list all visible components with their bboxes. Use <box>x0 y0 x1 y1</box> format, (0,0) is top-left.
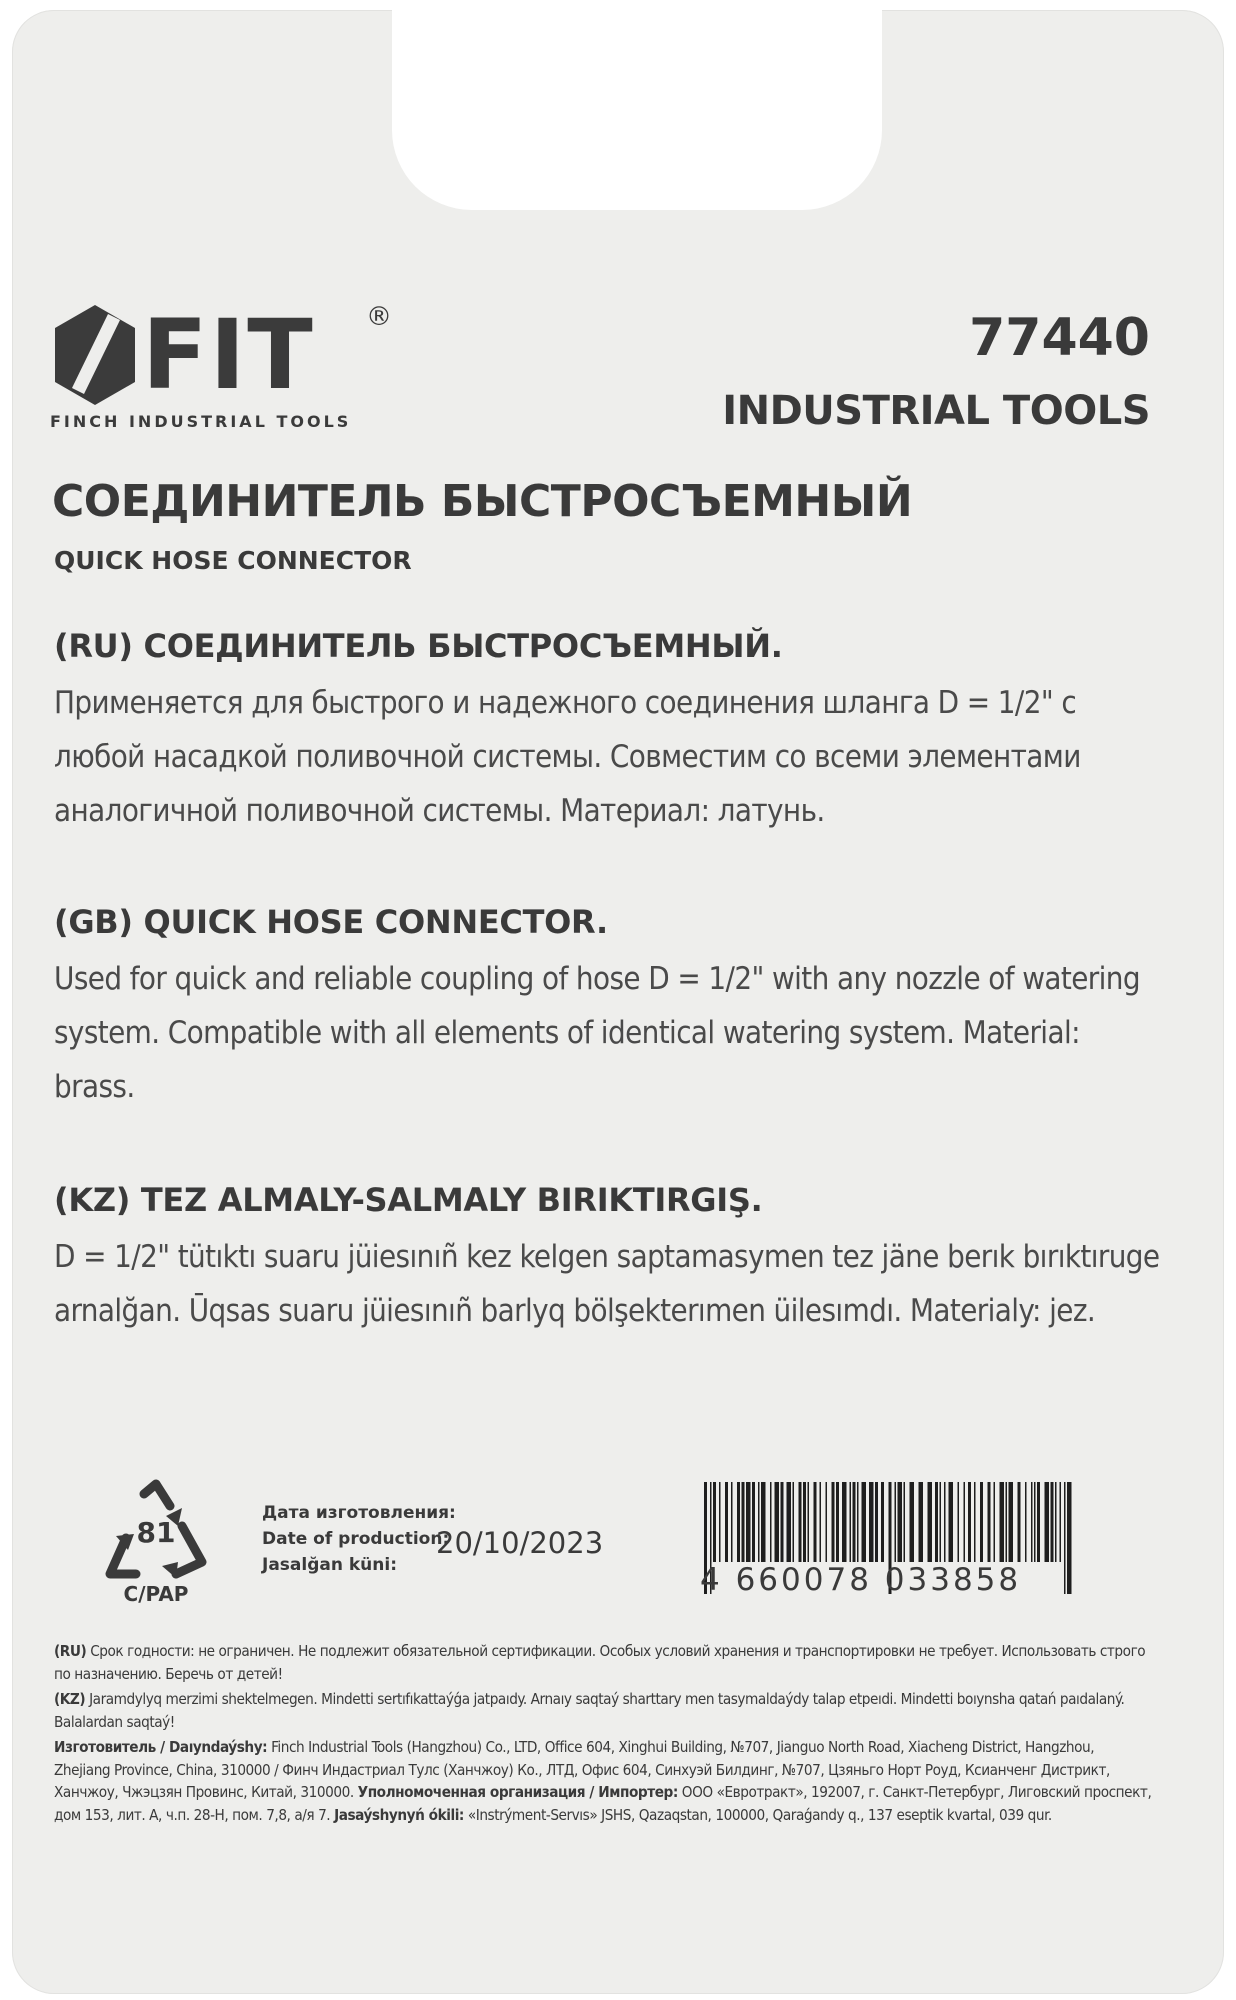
product-title-ru: СОЕДИНИТЕЛЬ БЫСТРОСЪЕМНЫЙ <box>52 476 913 527</box>
date-label-en: Date of production: <box>262 1529 450 1549</box>
logo-wordmark: FIT <box>142 299 315 411</box>
production-date: 20/10/2023 <box>436 1526 604 1560</box>
section-heading: (KZ) TEZ ALMALY-SALMALY BIRIKTIRGIŞ. <box>54 1181 763 1219</box>
date-label-kz: Jasalğan küni: <box>262 1555 398 1575</box>
importer-text: ООО «Евротракт», 192007, г. Санкт-Петербург, Лиговский проспект, дом 153, лит. А, ч.п. 28-Н, пом. 7,8, а/я 7. <box>54 1783 1152 1824</box>
manufacturer-label: Изготовитель / Daıyndaýshy: <box>54 1738 268 1756</box>
section-body: D = 1/2" tütıktı suaru jüiesınıñ kez kelgen saptamasymen tez jäne berık bırıktıruge arnalğan. Ūqsas suaru jüiesınıñ barlyq bölşekterımen üilesımdı. Materialy: jez. <box>54 1239 1160 1329</box>
section-gb <box>54 900 1164 1114</box>
fine-ru-tag: (RU) <box>54 1642 87 1660</box>
kz-importer-label: Jasaýshynyń ókili: <box>334 1805 464 1824</box>
section-heading: (RU) СОЕДИНИТЕЛЬ БЫСТРОСЪЕМНЫЙ. <box>54 627 783 665</box>
fine-kz-tag: (KZ) <box>54 1690 86 1708</box>
recycling-number: 81 <box>136 1516 176 1549</box>
recycling-code: C/PAP <box>123 1582 189 1606</box>
hang-hole <box>392 10 882 210</box>
date-label-ru: Дата изготовления: <box>262 1503 456 1523</box>
recycling-symbol <box>96 1478 216 1628</box>
registered-mark: ® <box>366 302 392 332</box>
fine-ru-text: Срок годности: не ограничен. Не подлежит обязательной сертификации. Особых условий хранения и транспортировки не требует. Использовать строго по назначению. Беречь от детей! <box>54 1642 1146 1683</box>
article-number: 77440 <box>969 308 1150 368</box>
section-body: Used for quick and reliable coupling of hose D = 1/2" with any nozzle of watering system. Compatible with all elements of identical watering system. Material: brass. <box>54 961 1140 1105</box>
fine-kz-text: Jaramdylyq merzimi shektelmegen. Mindetti sertıfıkattaýǵa jatpaıdy. Arnaıy saqtaý sharttary men tasymaldaýdy talap etpeıdi. Mindetti boıynsha qatań paıdalaný. Balalardan saqtaý! <box>54 1690 1125 1731</box>
fine-print-manufacturer <box>54 1736 1154 1826</box>
section-body: Применяется для быстрого и надежного соединения шланга D = 1/2" с любой насадкой поливочной системы. Совместим со всеми элементами аналогичной поливочной системы. Материал: латунь. <box>54 685 1081 829</box>
fine-print <box>54 1640 1154 1829</box>
hexagon-slash-icon <box>50 300 140 410</box>
category-label: INDUSTRIAL TOOLS <box>722 388 1150 434</box>
production-date-labels <box>262 1500 456 1578</box>
logo-tagline: FINCH INDUSTRIAL TOOLS <box>50 412 352 431</box>
fine-print-ru <box>54 1640 1154 1685</box>
section-ru <box>54 624 1164 838</box>
section-heading: (GB) QUICK HOSE CONNECTOR. <box>54 903 608 941</box>
fine-print-kz <box>54 1688 1154 1733</box>
barcode-digits: 4 660078 033858 <box>700 1562 1022 1598</box>
importer-label: Уполномоченная организация / Импортер: <box>357 1783 678 1801</box>
manufacturer-text: Finch Industrial Tools (Hangzhou) Co., LTD, Office 604, Xinghui Building, №707, Jianguo North Road, Xiacheng District, Hangzhou, Zhejiang Province, China, 310000 / Финч Индастриал Тулс (Ханчжоу) Ко., ЛТД, Офис 604, Синхуэй Билдинг, №707, Цзяньго Норт Роуд, Ксианченг Дистрикт, Ханчжоу, Чжэцзян Провинс, Китай, 310000. <box>54 1738 1110 1801</box>
section-kz <box>54 1178 1164 1338</box>
product-title-en: QUICK HOSE CONNECTOR <box>54 546 412 575</box>
fit-logo <box>50 300 410 440</box>
kz-importer-text: «Instrýment-Servıs» JSHS, Qazaqstan, 100000, Qaraǵandy q., 137 eseptik kvartal, 039 qur. <box>463 1805 1052 1824</box>
